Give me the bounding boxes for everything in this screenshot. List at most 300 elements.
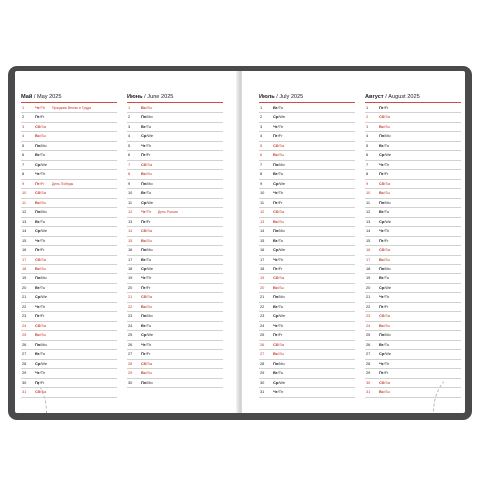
- weekday-en: We: [147, 265, 154, 271]
- weekday-ru: Вс: [141, 171, 146, 177]
- day-row: [365, 284, 461, 293]
- day-number: 24: [128, 322, 133, 328]
- weekday-en: Mo: [147, 313, 153, 319]
- weekday-ru: Вт: [141, 322, 146, 328]
- weekday-label: Пт/Fr: [379, 370, 389, 376]
- day-number: 8: [22, 171, 25, 177]
- day-row: [259, 151, 355, 160]
- day-row: [127, 227, 223, 236]
- day-number: 29: [366, 370, 371, 376]
- weekday-ru: Пн: [273, 161, 279, 167]
- weekday-label: Вт/Tu: [35, 351, 46, 357]
- weekday-ru: Сб: [273, 142, 279, 148]
- weekday-en: Mo: [385, 199, 391, 205]
- day-row: [365, 170, 461, 179]
- day-row: [127, 170, 223, 179]
- day-number: 7: [22, 161, 25, 167]
- month-may: [21, 93, 117, 398]
- weekday-label: Сб/Sa: [379, 313, 391, 319]
- weekday-ru: Сб: [141, 360, 147, 366]
- day-number: 6: [260, 152, 263, 158]
- weekday-ru: Ср: [141, 133, 147, 139]
- weekday-label: Вт/Tu: [35, 218, 46, 224]
- day-row: [365, 322, 461, 331]
- weekday-en: Th: [384, 294, 390, 300]
- weekday-en: Fr: [40, 247, 45, 253]
- weekday-ru: Чт: [141, 275, 146, 281]
- day-number: 4: [260, 133, 263, 139]
- day-number: 24: [260, 322, 265, 328]
- weekday-ru: Пт: [35, 379, 40, 385]
- weekday-label: Сб/Sa: [141, 228, 153, 234]
- weekday-ru: Пт: [379, 237, 384, 243]
- day-number: 12: [260, 209, 265, 215]
- day-row: [21, 265, 117, 274]
- weekday-ru: Вс: [35, 133, 40, 139]
- day-row: [127, 161, 223, 170]
- weekday-en: Th: [146, 209, 152, 215]
- weekday-label: Сб/Sa: [141, 294, 153, 300]
- weekday-label: Вс/Su: [141, 303, 152, 309]
- weekday-ru: Сб: [379, 247, 385, 253]
- right-page: [242, 71, 465, 413]
- day-number: 27: [22, 351, 27, 357]
- weekday-label: Пт/Fr: [35, 114, 45, 120]
- weekday-label: Вс/Su: [379, 322, 390, 328]
- weekday-label: Пн/Mo: [141, 247, 153, 253]
- day-number: 16: [22, 247, 27, 253]
- weekday-en: Tu: [278, 237, 284, 243]
- day-row: [127, 208, 223, 217]
- day-number: 5: [128, 142, 131, 148]
- weekday-label: Вс/Su: [379, 389, 390, 395]
- weekday-ru: Чт: [141, 209, 146, 215]
- weekday-label: Чт/Th: [141, 341, 152, 347]
- weekday-en: Su: [41, 265, 46, 271]
- day-row: [127, 312, 223, 321]
- weekday-en: Th: [278, 322, 284, 328]
- weekday-ru: Вт: [379, 275, 384, 281]
- weekday-en: Th: [40, 105, 46, 110]
- weekday-label: Сб/Sa: [273, 142, 285, 148]
- weekday-en: Fr: [384, 105, 389, 110]
- weekday-en: We: [385, 152, 392, 158]
- day-row: [21, 180, 117, 189]
- weekday-label: Ср/We: [379, 218, 392, 224]
- day-row: [259, 303, 355, 312]
- day-number: 24: [366, 322, 371, 328]
- day-number: 28: [22, 360, 27, 366]
- weekday-en: Sa: [385, 313, 391, 319]
- weekday-label: Сб/Sa: [273, 209, 285, 215]
- day-row: [259, 161, 355, 170]
- day-row: [127, 284, 223, 293]
- weekday-label: Чт/Th: [273, 322, 284, 328]
- day-number: 21: [128, 294, 133, 300]
- weekday-en: Tu: [146, 190, 152, 196]
- day-number: 14: [128, 228, 133, 234]
- day-row: [127, 218, 223, 227]
- weekday-en: Th: [40, 171, 46, 177]
- weekday-ru: Пн: [35, 209, 41, 215]
- weekday-ru: Сб: [35, 190, 41, 196]
- day-number: 19: [366, 275, 371, 281]
- weekday-label: Пт/Fr: [379, 171, 389, 177]
- day-row: [127, 350, 223, 359]
- weekday-en: Tu: [40, 351, 46, 357]
- day-number: 17: [128, 256, 133, 262]
- day-row: [127, 237, 223, 246]
- weekday-en: Fr: [40, 379, 45, 385]
- day-number: 24: [22, 322, 27, 328]
- day-number: 23: [260, 313, 265, 319]
- weekday-ru: Пн: [379, 265, 385, 271]
- day-row: [21, 123, 117, 132]
- day-row: [365, 256, 461, 265]
- weekday-en: We: [385, 284, 392, 290]
- day-number: 20: [366, 284, 371, 290]
- holiday-note: День Победы: [52, 181, 74, 186]
- weekday-en: Th: [278, 256, 284, 262]
- weekday-ru: Сб: [35, 322, 41, 328]
- weekday-en: Tu: [146, 123, 152, 129]
- weekday-ru: Пн: [35, 275, 41, 281]
- day-row: [365, 388, 461, 397]
- weekday-ru: Пн: [35, 341, 41, 347]
- weekday-ru: Пт: [379, 303, 384, 309]
- day-row: [365, 312, 461, 321]
- day-row: [259, 284, 355, 293]
- day-number: 1: [22, 105, 25, 110]
- weekday-en: Sa: [385, 114, 391, 120]
- weekday-ru: Вт: [273, 370, 278, 376]
- weekday-ru: Ср: [273, 379, 279, 385]
- day-row: [259, 322, 355, 331]
- weekday-label: Пн/Mo: [273, 294, 285, 300]
- day-number: 15: [22, 237, 27, 243]
- weekday-label: Чт/Th: [35, 370, 46, 376]
- day-row: [365, 208, 461, 217]
- day-row: [21, 274, 117, 283]
- weekday-en: Mo: [147, 114, 153, 120]
- weekday-ru: Чт: [379, 360, 384, 366]
- day-number: 17: [260, 256, 265, 262]
- day-row: [259, 388, 355, 397]
- day-row: [365, 227, 461, 236]
- weekday-ru: Пт: [141, 152, 146, 158]
- weekday-ru: Вс: [141, 370, 146, 376]
- day-number: 18: [128, 265, 133, 271]
- weekday-label: Вс/Su: [141, 105, 152, 110]
- day-number: 11: [22, 199, 27, 205]
- weekday-ru: Вт: [379, 341, 384, 347]
- weekday-label: Вс/Su: [273, 218, 284, 224]
- weekday-en: Fr: [384, 370, 389, 376]
- day-number: 16: [260, 247, 265, 253]
- day-number: 16: [128, 247, 133, 253]
- weekday-en: Mo: [147, 247, 153, 253]
- day-row: [21, 170, 117, 179]
- day-number: 11: [128, 199, 133, 205]
- weekday-label: Пт/Fr: [141, 218, 151, 224]
- day-number: 12: [22, 209, 27, 215]
- day-number: 14: [260, 228, 265, 234]
- weekday-en: Sa: [41, 322, 47, 328]
- weekday-label: Пт/Fr: [35, 247, 45, 253]
- month-header: Июль / July 2025: [259, 93, 355, 103]
- day-row: [21, 142, 117, 151]
- day-number: 17: [22, 256, 27, 262]
- weekday-label: Сб/Sa: [273, 341, 285, 347]
- day-row: [21, 189, 117, 198]
- day-list: [259, 104, 355, 398]
- weekday-ru: Вт: [273, 105, 278, 110]
- weekday-label: Ср/We: [141, 199, 154, 205]
- day-row: [21, 303, 117, 312]
- weekday-en: Tu: [40, 284, 46, 290]
- weekday-ru: Чт: [35, 171, 40, 177]
- day-number: 8: [366, 171, 369, 177]
- weekday-ru: Вс: [273, 284, 278, 290]
- weekday-label: Пт/Fr: [273, 133, 283, 139]
- weekday-en: Th: [40, 370, 46, 376]
- weekday-ru: Сб: [379, 180, 385, 186]
- weekday-en: Th: [146, 341, 152, 347]
- day-row: [259, 199, 355, 208]
- day-number: 21: [260, 294, 265, 300]
- weekday-en: We: [279, 114, 286, 120]
- day-number: 18: [366, 265, 371, 271]
- weekday-en: Th: [40, 237, 46, 243]
- weekday-ru: Вс: [273, 152, 278, 158]
- weekday-label: Пт/Fr: [141, 284, 151, 290]
- day-row: [259, 246, 355, 255]
- weekday-en: Fr: [384, 171, 389, 177]
- weekday-ru: Сб: [141, 294, 147, 300]
- weekday-ru: Вт: [141, 190, 146, 196]
- weekday-en: Tu: [278, 105, 284, 110]
- weekday-label: Сб/Sa: [35, 256, 47, 262]
- day-row: [127, 123, 223, 132]
- weekday-label: Сб/Sa: [379, 247, 391, 253]
- weekday-en: Th: [384, 228, 390, 234]
- day-number: 9: [22, 180, 25, 186]
- day-row: [127, 341, 223, 350]
- weekday-en: Th: [278, 389, 284, 395]
- day-row: [127, 113, 223, 122]
- day-number: 7: [260, 161, 263, 167]
- weekday-en: Su: [385, 190, 390, 196]
- weekday-ru: Пн: [35, 142, 41, 148]
- weekday-en: We: [147, 332, 154, 338]
- day-number: 11: [260, 199, 265, 205]
- weekday-en: We: [147, 199, 154, 205]
- day-number: 4: [128, 133, 131, 139]
- weekday-ru: Чт: [379, 161, 384, 167]
- weekday-ru: Пт: [273, 133, 278, 139]
- day-list: [127, 104, 223, 388]
- weekday-ru: Ср: [35, 228, 41, 234]
- day-number: 22: [22, 303, 27, 309]
- weekday-ru: Ср: [141, 332, 147, 338]
- day-row: [21, 256, 117, 265]
- weekday-label: Ср/We: [35, 360, 48, 366]
- weekday-en: Mo: [279, 228, 285, 234]
- weekday-en: We: [279, 379, 286, 385]
- weekday-ru: Ср: [379, 351, 385, 357]
- weekday-en: Su: [385, 322, 390, 328]
- weekday-ru: Пн: [141, 313, 147, 319]
- day-number: 27: [260, 351, 265, 357]
- day-number: 28: [128, 360, 133, 366]
- weekday-label: Чт/Th: [273, 123, 284, 129]
- weekday-label: Пн/Mo: [141, 114, 153, 120]
- weekday-en: Su: [147, 237, 152, 243]
- day-number: 21: [366, 294, 371, 300]
- weekday-ru: Вс: [35, 265, 40, 271]
- weekday-ru: Вт: [35, 284, 40, 290]
- weekday-en: Sa: [147, 161, 153, 167]
- weekday-ru: Пт: [35, 180, 40, 186]
- weekday-ru: Сб: [379, 313, 385, 319]
- day-row: [259, 293, 355, 302]
- day-row: [127, 142, 223, 151]
- day-row: [259, 208, 355, 217]
- day-number: 15: [260, 237, 265, 243]
- weekday-ru: Чт: [273, 256, 278, 262]
- day-row: [259, 350, 355, 359]
- day-number: 1: [260, 105, 263, 110]
- day-number: 8: [260, 171, 263, 177]
- day-number: 29: [22, 370, 27, 376]
- weekday-en: Sa: [41, 190, 47, 196]
- day-number: 14: [366, 228, 371, 234]
- weekday-label: Ср/We: [273, 379, 286, 385]
- weekday-ru: Сб: [35, 123, 41, 129]
- weekday-label: Вт/Tu: [141, 190, 152, 196]
- day-number: 2: [260, 114, 263, 120]
- weekday-label: Вс/Su: [273, 152, 284, 158]
- weekday-ru: Чт: [273, 123, 278, 129]
- weekday-en: Su: [279, 218, 284, 224]
- weekday-ru: Ср: [35, 161, 41, 167]
- weekday-label: Вт/Tu: [35, 284, 46, 290]
- weekday-label: Ср/We: [273, 114, 286, 120]
- day-number: 22: [260, 303, 265, 309]
- weekday-ru: Сб: [273, 341, 279, 347]
- day-number: 3: [366, 123, 369, 129]
- weekday-en: Fr: [146, 152, 151, 158]
- weekday-label: Сб/Sa: [273, 275, 285, 281]
- day-row: [259, 227, 355, 236]
- weekday-label: Ср/We: [379, 152, 392, 158]
- weekday-ru: Чт: [273, 322, 278, 328]
- day-number: 22: [128, 303, 133, 309]
- weekday-ru: Пт: [273, 265, 278, 271]
- day-number: 2: [22, 114, 25, 120]
- weekday-en: Mo: [147, 180, 153, 186]
- day-number: 16: [366, 247, 371, 253]
- day-number: 23: [366, 313, 371, 319]
- weekday-ru: Чт: [379, 294, 384, 300]
- weekday-label: Ср/We: [141, 133, 154, 139]
- weekday-label: Пт/Fr: [35, 379, 45, 385]
- weekday-label: Вт/Tu: [35, 152, 46, 158]
- day-row: [259, 312, 355, 321]
- weekday-ru: Пн: [273, 228, 279, 234]
- weekday-label: Пт/Fr: [141, 351, 151, 357]
- day-row: [21, 312, 117, 321]
- weekday-ru: Пн: [273, 360, 279, 366]
- day-row: [21, 341, 117, 350]
- weekday-en: Tu: [146, 322, 152, 328]
- day-row: [365, 237, 461, 246]
- weekday-label: Пн/Mo: [273, 161, 285, 167]
- weekday-label: Вс/Su: [35, 332, 46, 338]
- day-number: 12: [128, 209, 133, 215]
- weekday-en: Sa: [279, 209, 285, 215]
- day-row: [259, 104, 355, 113]
- day-row: [259, 189, 355, 198]
- weekday-en: Th: [384, 360, 390, 366]
- day-number: 17: [366, 256, 371, 262]
- weekday-label: Вт/Tu: [141, 322, 152, 328]
- weekday-en: Tu: [40, 218, 46, 224]
- weekday-label: Пн/Mo: [273, 228, 285, 234]
- weekday-label: Вт/Tu: [273, 370, 284, 376]
- weekday-ru: Пн: [141, 114, 147, 120]
- weekday-ru: Сб: [35, 389, 41, 395]
- weekday-label: Вт/Tu: [273, 303, 284, 309]
- weekday-en: Fr: [40, 180, 45, 186]
- day-row: [365, 274, 461, 283]
- weekday-ru: Вс: [35, 199, 40, 205]
- day-number: 10: [366, 190, 371, 196]
- weekday-label: Вс/Su: [35, 265, 46, 271]
- weekday-ru: Чт: [35, 105, 40, 110]
- weekday-en: We: [147, 133, 154, 139]
- day-row: [365, 123, 461, 132]
- weekday-ru: Вс: [273, 218, 278, 224]
- weekday-label: Пн/Mo: [141, 379, 153, 385]
- day-number: 3: [260, 123, 263, 129]
- weekday-label: Вт/Tu: [141, 123, 152, 129]
- weekday-label: Вт/Tu: [379, 341, 390, 347]
- weekday-en: Su: [279, 351, 284, 357]
- day-number: 6: [22, 152, 25, 158]
- day-number: 1: [128, 105, 131, 110]
- day-row: [365, 369, 461, 378]
- weekday-label: Чт/Th: [379, 161, 390, 167]
- weekday-label: Чт/Th: [35, 237, 46, 243]
- day-row: [21, 322, 117, 331]
- day-number: 25: [260, 332, 265, 338]
- weekday-ru: Вс: [273, 351, 278, 357]
- weekday-en: Tu: [384, 142, 390, 148]
- day-row: [365, 341, 461, 350]
- weekday-label: Вс/Su: [141, 237, 152, 243]
- weekday-ru: Ср: [141, 199, 147, 205]
- weekday-ru: Вт: [273, 171, 278, 177]
- weekday-label: Пт/Fr: [273, 199, 283, 205]
- day-row: [259, 180, 355, 189]
- weekday-ru: Вт: [273, 237, 278, 243]
- day-row: [21, 218, 117, 227]
- day-number: 20: [260, 284, 265, 290]
- weekday-en: Fr: [146, 218, 151, 224]
- weekday-en: Mo: [41, 275, 47, 281]
- day-number: 30: [260, 379, 265, 385]
